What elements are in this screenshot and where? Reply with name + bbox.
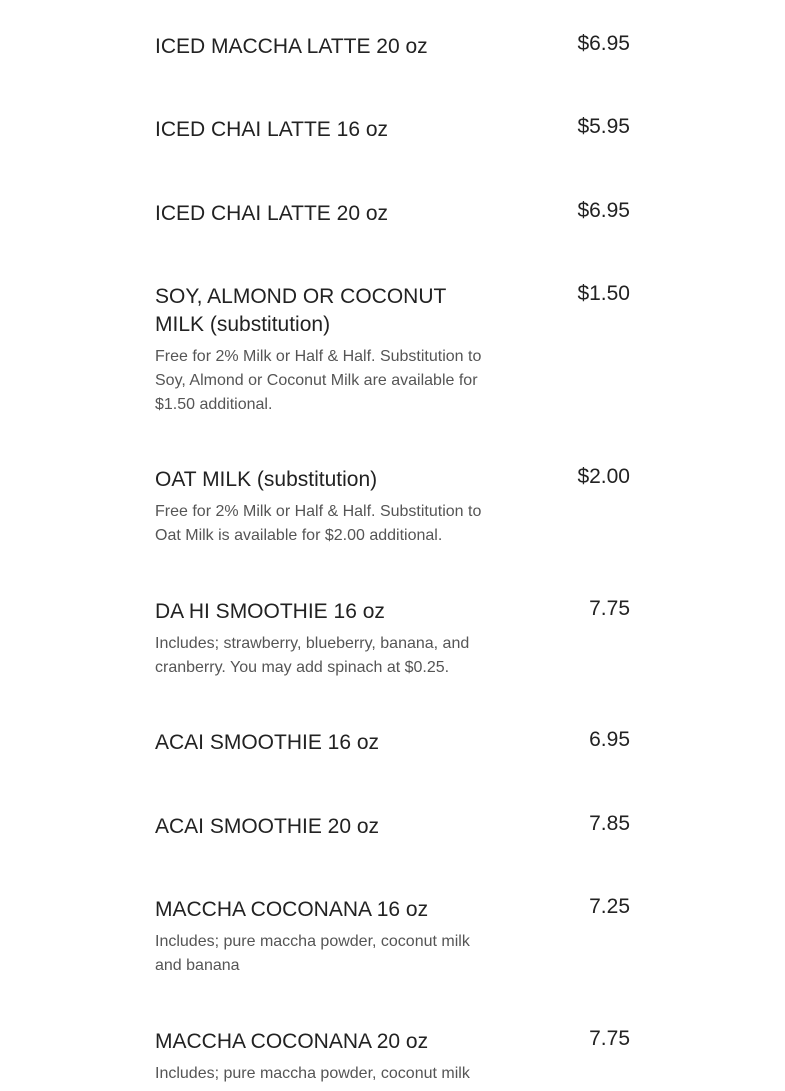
menu-item[interactable] (155, 283, 630, 417)
menu-item[interactable] (155, 33, 630, 61)
item-name: MACCHA COCONANA 16 oz (155, 898, 429, 921)
menu-item[interactable] (155, 200, 630, 228)
item-price: $1.50 (577, 282, 630, 305)
item-price: 7.75 (589, 1027, 630, 1050)
item-description: Includes; pure maccha powder, coconut milk (155, 1065, 470, 1082)
item-price: $2.00 (577, 465, 630, 488)
menu-item[interactable] (155, 116, 630, 144)
item-name: MACCHA COCONANA 20 oz (155, 1030, 429, 1053)
item-name: OAT MILK (substitution) (155, 468, 378, 491)
item-name: ACAI SMOOTHIE 20 oz (155, 815, 380, 838)
item-description: Free for 2% Milk or Half & Half. Substitution to Oat Milk is available for $2.00 additional. (155, 503, 482, 544)
item-price: 7.75 (589, 597, 630, 620)
item-price: 7.25 (589, 895, 630, 918)
menu-item[interactable] (155, 466, 630, 548)
item-description: Includes; pure maccha powder, coconut milk and banana (155, 933, 470, 974)
menu-item[interactable] (155, 729, 630, 757)
item-price: $6.95 (577, 199, 630, 222)
item-description: Includes; strawberry, blueberry, banana, and cranberry. You may add spinach at $0.25. (155, 635, 470, 676)
item-name: ACAI SMOOTHIE 16 oz (155, 731, 380, 754)
item-name: ICED CHAI LATTE 20 oz (155, 202, 389, 225)
item-price: $6.95 (577, 32, 630, 55)
item-description: Free for 2% Milk or Half & Half. Substitution to Soy, Almond or Coconut Milk are available for $1.50 additional. (155, 348, 482, 413)
item-name: DA HI SMOOTHIE 16 oz (155, 600, 385, 623)
item-price: 6.95 (589, 728, 630, 751)
menu-item[interactable] (155, 813, 630, 841)
item-price: 7.85 (589, 812, 630, 835)
menu-item[interactable] (155, 1028, 630, 1086)
item-name: SOY, ALMOND OR COCONUT MILK (substitution) (155, 285, 446, 336)
item-name: ICED MACCHA LATTE 20 oz (155, 35, 428, 58)
menu-item[interactable] (155, 598, 630, 680)
item-price: $5.95 (577, 115, 630, 138)
item-name: ICED CHAI LATTE 16 oz (155, 118, 389, 141)
menu-item[interactable] (155, 896, 630, 978)
